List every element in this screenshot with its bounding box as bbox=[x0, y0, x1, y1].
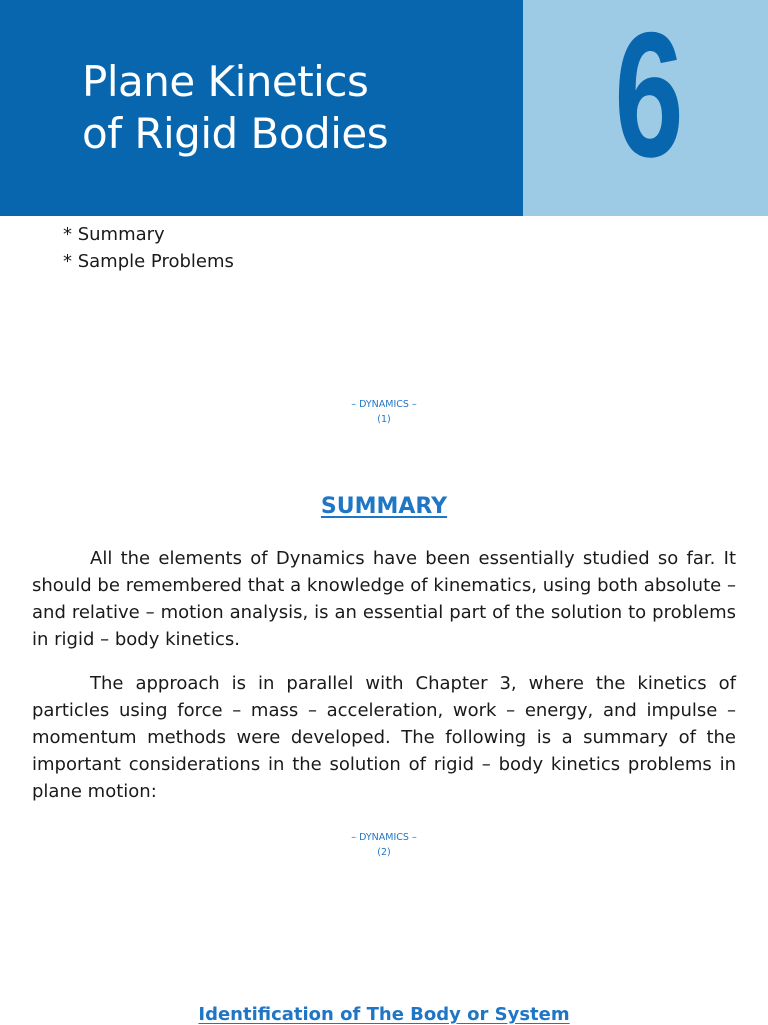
chapter-number: 6 bbox=[614, 0, 684, 194]
summary-paragraph-2: The approach is in parallel with Chapter 3, where the kinetics of particles using force – mass – acceleration, work – energy, and impulse – momentum methods were developed. The following is a summary of the important considerations in the solution of rigid – body kinetics problems in plane motion: bbox=[32, 673, 736, 802]
page-number: (2) bbox=[377, 847, 391, 858]
contents-item-sample-problems: * Sample Problems bbox=[63, 251, 234, 272]
page-number: (1) bbox=[377, 414, 391, 425]
footer-label: – DYNAMICS – bbox=[351, 832, 417, 843]
page-footer-2 bbox=[0, 830, 768, 860]
summary-heading: SUMMARY bbox=[320, 494, 448, 519]
identification-heading: Identification of The Body or System bbox=[198, 1004, 570, 1025]
page-footer-1 bbox=[0, 397, 768, 427]
contents-item-summary: * Summary bbox=[63, 224, 165, 245]
footer-label: – DYNAMICS – bbox=[351, 399, 417, 410]
chapter-number-box bbox=[523, 0, 768, 216]
contents-list bbox=[63, 221, 234, 275]
chapter-title-line-2: of Rigid Bodies bbox=[82, 109, 389, 158]
chapter-title-banner bbox=[0, 0, 523, 216]
chapter-title-line-1: Plane Kinetics bbox=[82, 57, 369, 106]
summary-paragraph-1: All the elements of Dynamics have been essentially studied so far. It should be remembered that a knowledge of kinematics, using both absolute – and relative – motion analysis, is an essential part of the solution to problems in rigid – body kinetics. bbox=[32, 548, 736, 650]
chapter-title bbox=[82, 56, 388, 160]
